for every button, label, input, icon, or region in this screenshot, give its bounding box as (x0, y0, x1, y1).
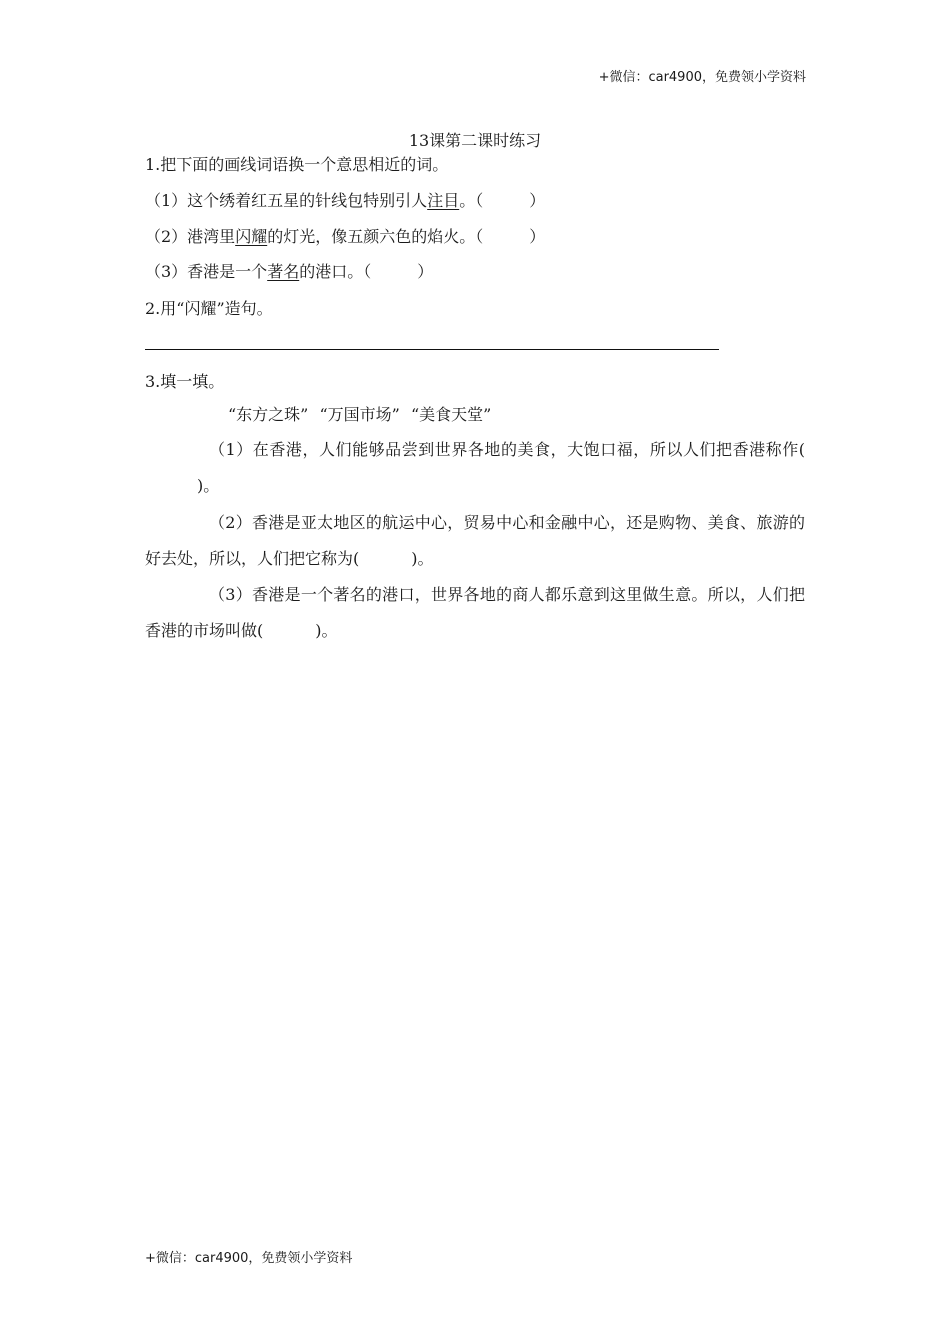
q3-paragraph-3-close: )。 (315, 621, 338, 640)
footer-note: +微信：car4900，免费领小学资料 (145, 1251, 353, 1266)
q3-paragraph-3 (145, 577, 805, 649)
q1-item-1-close: ） (529, 191, 546, 210)
q1-item-2 (145, 224, 545, 247)
q1-item-3-text: （3）香港是一个 (145, 262, 268, 281)
q3-paragraph-2-text: （2）香港是亚太地区的航运中心，贸易中心和金融中心，还是购物、美食、旅游的好去处，所以，人们把它称为( (145, 513, 805, 568)
q3-option-2: “万国市场” (319, 405, 400, 424)
q1-item-3 (145, 259, 433, 282)
page-title: 13课第二课时练习 (408, 131, 542, 150)
q3-paragraph-2 (145, 505, 805, 577)
q1-item-2-underlined-word: 闪耀 (235, 227, 268, 246)
q2-prompt: 2.用“闪耀”造句。 (145, 299, 273, 318)
q3-paragraph-2-close: )。 (411, 549, 434, 568)
q1-item-2-text: （2）港湾里 (145, 227, 236, 246)
q1-item-1 (145, 188, 545, 211)
q3-paragraph-1 (145, 432, 805, 504)
q1-item-1-open: 。（ (459, 191, 484, 210)
q1-item-1-text: （1）这个绣着红五星的针线包特别引人 (145, 191, 428, 210)
q3-option-3: “美食天堂” (410, 405, 492, 424)
q3-prompt: 3.填一填。 (145, 372, 225, 391)
q3-option-1: “东方之珠” (228, 405, 309, 424)
q1-item-3-open: 的港口。（ (299, 262, 372, 281)
q1-item-3-close: ） (417, 262, 434, 281)
q1-item-3-underlined-word: 著名 (267, 262, 300, 281)
q1-item-2-open: 的灯光，像五颜六色的焰火。（ (267, 227, 484, 246)
q3-paragraph-1-close: )。 (197, 476, 220, 495)
header-note: +微信：car4900，免费领小学资料 (598, 70, 806, 85)
q3-paragraph-3-text: （3）香港是一个著名的港口，世界各地的商人都乐意到这里做生意。所以，人们把香港的市场叫做( (145, 585, 805, 640)
q1-item-2-close: ） (529, 227, 546, 246)
q1-item-1-underlined-word: 注目 (427, 191, 460, 210)
q3-paragraph-1-text: （1）在香港，人们能够品尝到世界各地的美食，大饱口福，所以人们把香港称作( (209, 440, 805, 459)
q2-answer-line[interactable] (145, 349, 719, 350)
q3-options (228, 402, 497, 425)
q1-prompt: 1.把下面的画线词语换一个意思相近的词。 (145, 155, 449, 174)
